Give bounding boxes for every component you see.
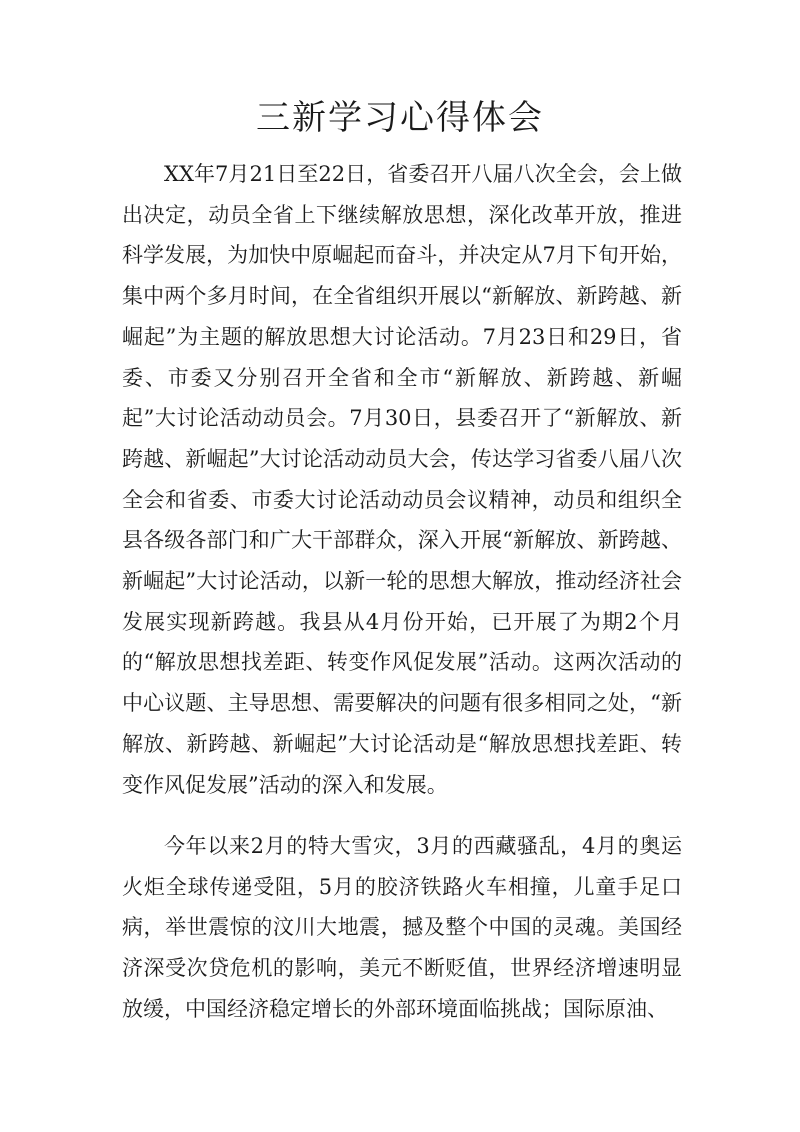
paragraph-1: XX年7月21日至22日，省委召开八届八次全会，会上做出决定，动员全省上下继续解放思想，深化改革开放，推进科学发展，为加快中原崛起而奋斗，并决定从7月下旬开始，集中两个多月时间，在全省组织开展以“新解放、新跨越、新崛起”为主题的解放思想大讨论活动。7月23日和29日，省委、市委又分别召开全省和全市“新解放、新跨越、新崛起”大讨论活动动员会。7月30日，县委召开了“新解放、新跨越、新崛起”大讨论活动动员大会，传达学习省委八届八次全会和省委、市委大讨论活动动员会议精神，动员和组织全县各级各部门和广大干部群众，深入开展“新解放、新跨越、新崛起”大讨论活动，以新一轮的思想大解放，推动经济社会发展实现新跨越。我县从4月份开始，已开展了为期2个月的“解放思想找差距、转变作风促发展”活动。这两次活动的中心议题、主导思想、需要解决的问题有很多相同之处，“新解放、新跨越、新崛起”大讨论活动是“解放思想找差距、转变作风促发展”活动的深入和发展。 [122, 162, 682, 797]
document-title: 三新学习心得体会 [256, 98, 544, 138]
paragraph-2: 今年以来2月的特大雪灾，3月的西藏骚乱，4月的奥运火炬全球传递受阻，5月的胶济铁路火车相撞，儿童手足口病，举世震惊的汶川大地震，撼及整个中国的灵魂。美国经济深受次贷危机的影响，美元不断贬值，世界经济增速明显放缓，中国经济稳定增长的外部环境面临挑战；国际原油、 [122, 834, 682, 1021]
